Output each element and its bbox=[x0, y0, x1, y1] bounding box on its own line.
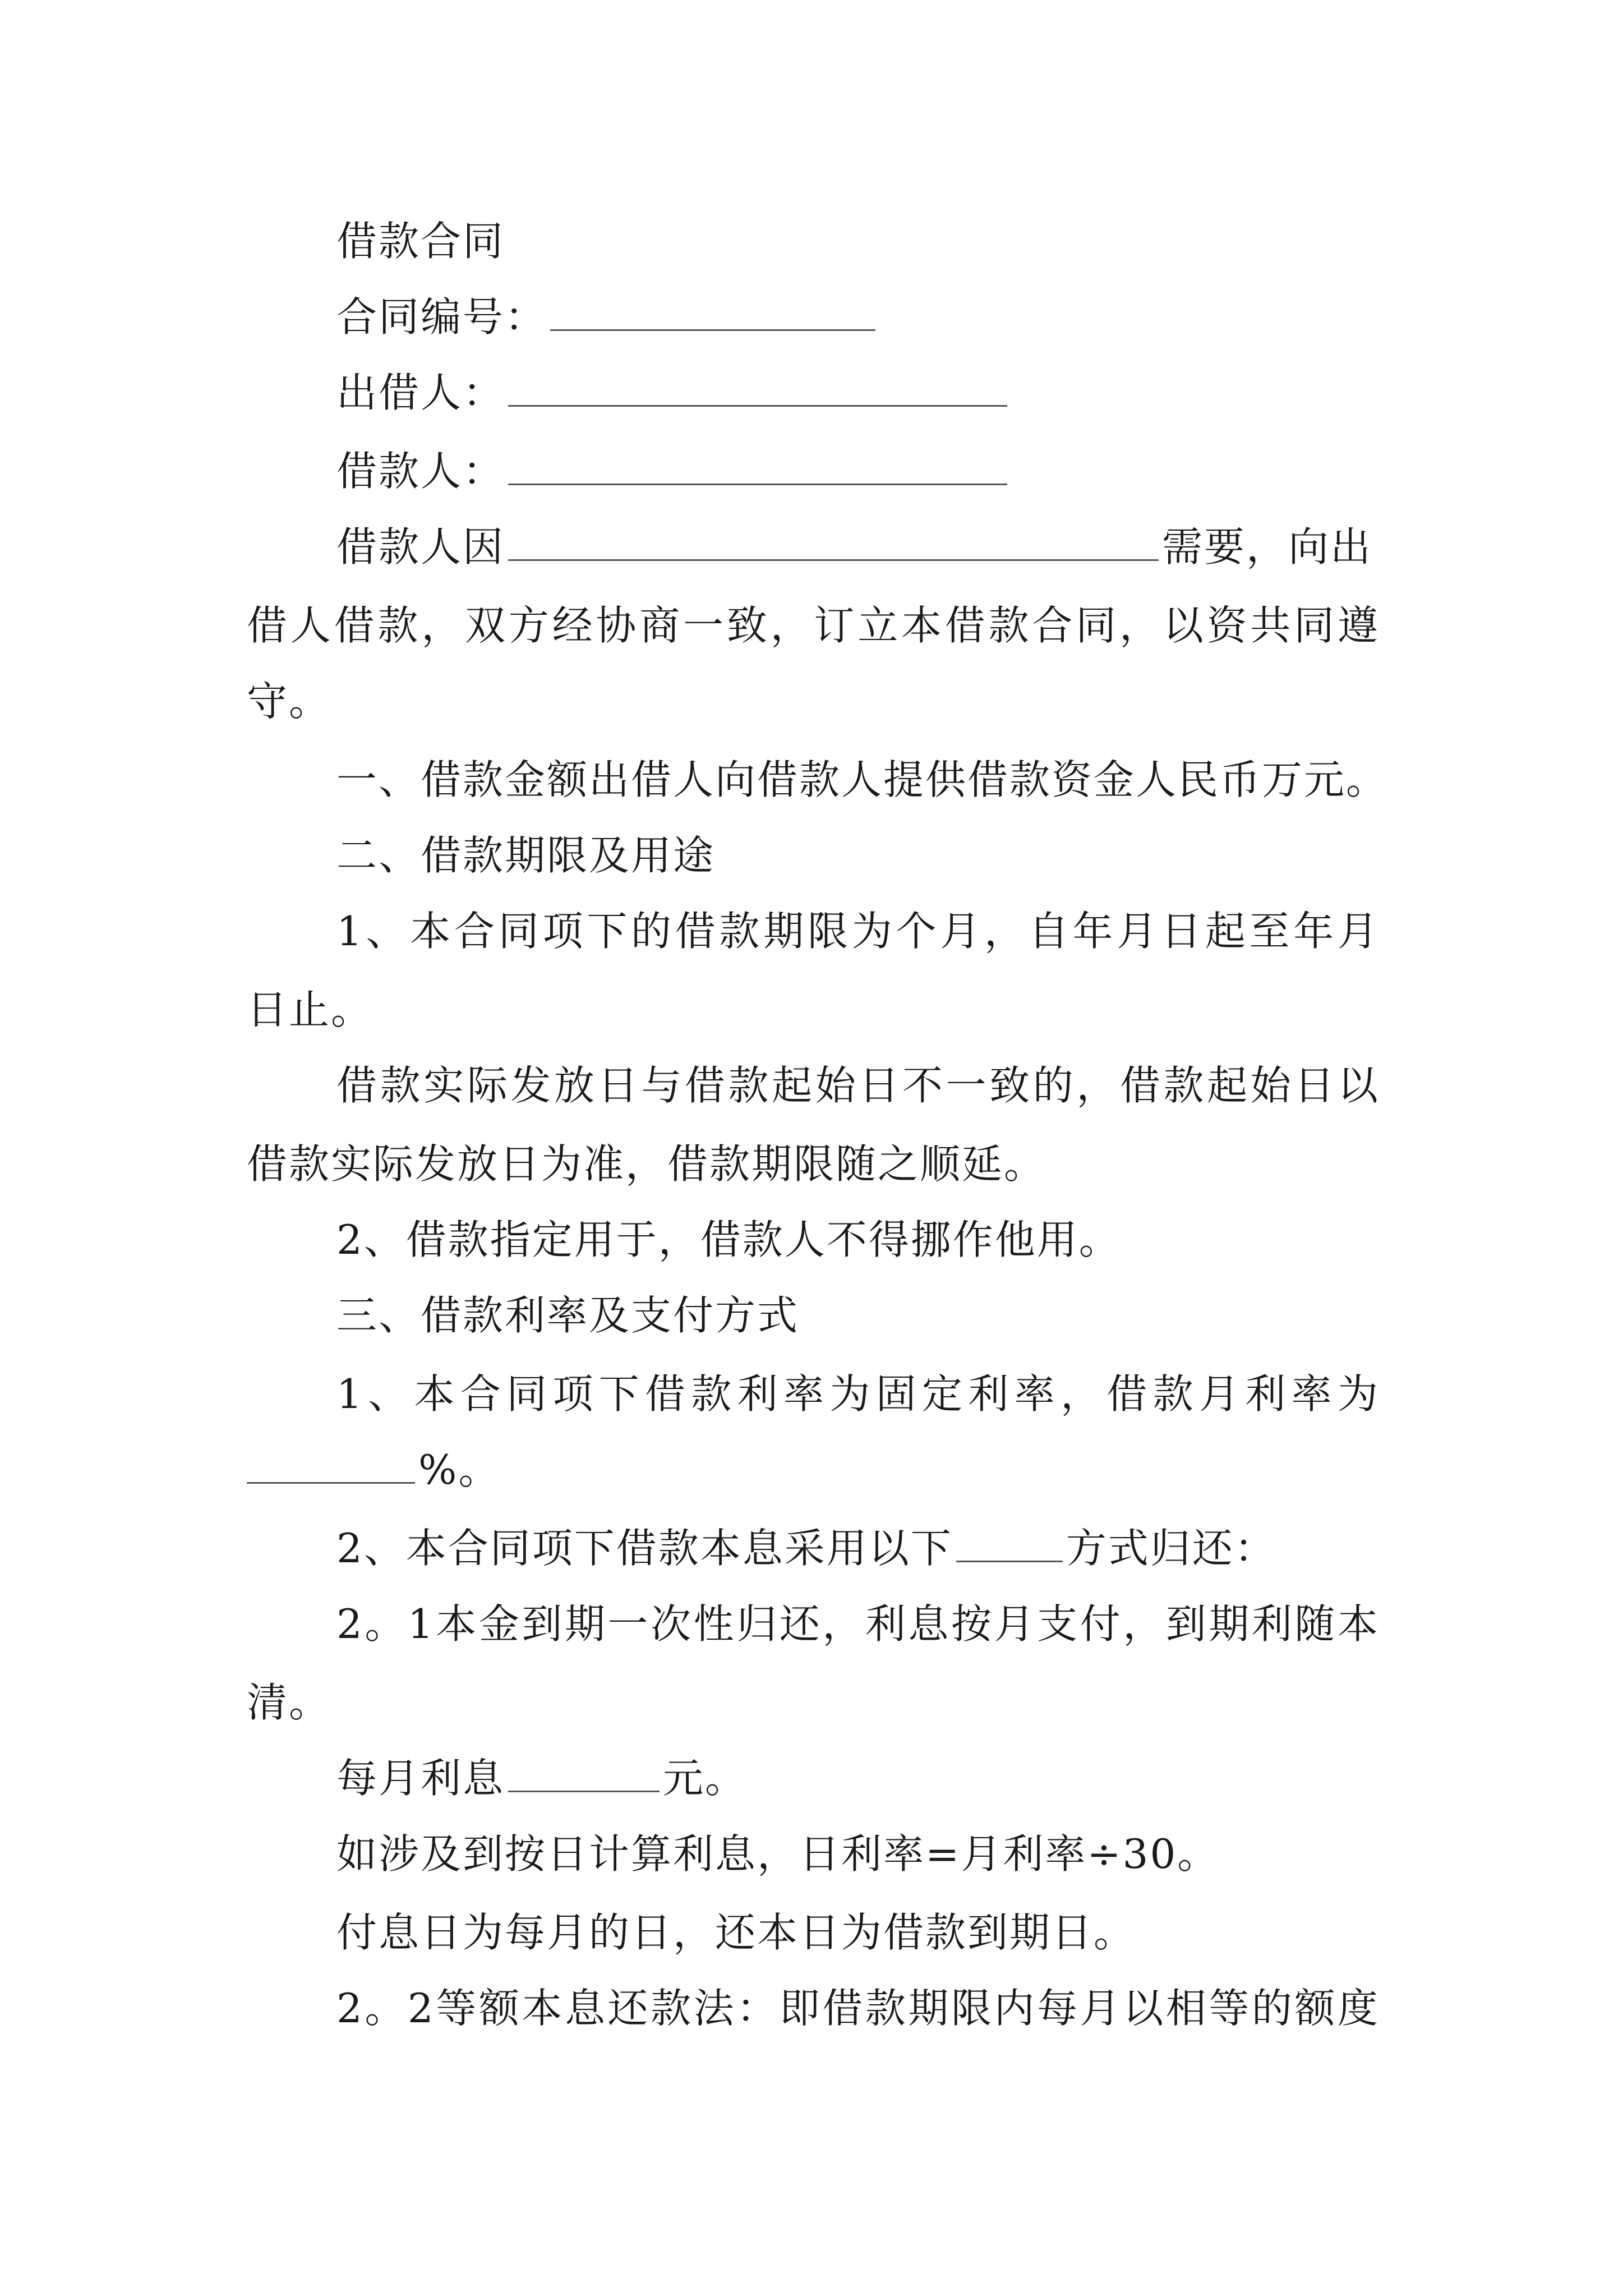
intro-line-2: 借人借款，双方经协商一致，订立本借款合同，以资共同遵 bbox=[247, 602, 1380, 649]
section-3-2-2-line-1: 2。2等额本息还款法：即借款期限内每月以相等的额度 bbox=[336, 1985, 1380, 2032]
monthly-rate-blank bbox=[247, 1443, 415, 1484]
intro-part-1: 借款人因 bbox=[336, 523, 505, 570]
section-2-2-usage: 2、借款指定用于，借款人不得挪作他用。 bbox=[336, 1216, 1121, 1263]
section-3-2-part-1: 2、本合同项下借款本息采用以下 bbox=[336, 1525, 953, 1572]
borrower-line bbox=[336, 443, 1011, 499]
section-2-note-line-2: 借款实际发放日为准，借款期限随之顺延。 bbox=[247, 1140, 1046, 1188]
monthly-interest-part-1: 每月利息 bbox=[336, 1755, 505, 1802]
section-3-2-1-line-1: 2。1本金到期一次性归还，利息按月支付，到期利随本 bbox=[336, 1600, 1380, 1648]
section-3-1-line-1: 1、本合同项下借款利率为固定利率，借款月利率为 bbox=[336, 1370, 1380, 1418]
daily-rate-line: 如涉及到按日计算利息，日利率=月利率÷30。 bbox=[336, 1830, 1220, 1878]
borrower-label: 借款人： bbox=[336, 448, 505, 495]
section-3-2-1-line-2: 清。 bbox=[247, 1679, 331, 1726]
intro-line-3: 守。 bbox=[247, 678, 331, 725]
section-3-2-part-2: 方式归还： bbox=[1066, 1525, 1276, 1572]
section-2-1-line-2: 日止。 bbox=[247, 986, 374, 1033]
monthly-interest-blank bbox=[508, 1751, 660, 1792]
monthly-interest-part-2: 元。 bbox=[663, 1755, 748, 1802]
lender-blank bbox=[508, 366, 1007, 407]
section-2-heading: 二、借款期限及用途 bbox=[336, 832, 716, 879]
section-2-note-line-1: 借款实际发放日与借款起始日不一致的，借款起始日以 bbox=[336, 1062, 1380, 1109]
monthly-interest-line bbox=[336, 1750, 747, 1806]
payment-day-line: 付息日为每月的日，还本日为借款到期日。 bbox=[336, 1909, 1136, 1956]
section-3-heading: 三、借款利率及支付方式 bbox=[336, 1292, 800, 1339]
borrower-blank bbox=[508, 444, 1007, 485]
contract-number-label: 合同编号： bbox=[336, 293, 547, 341]
repayment-method-blank bbox=[956, 1521, 1063, 1562]
section-3-1-line-2 bbox=[247, 1442, 500, 1498]
section-3-2-line bbox=[336, 1520, 1276, 1576]
purpose-blank bbox=[508, 520, 1159, 561]
lender-line bbox=[336, 365, 1011, 421]
percent-suffix: %。 bbox=[418, 1446, 501, 1493]
lender-label: 出借人： bbox=[336, 369, 505, 416]
contract-number-line bbox=[336, 289, 879, 345]
intro-line-1 bbox=[336, 519, 1372, 575]
contract-title: 借款合同 bbox=[336, 218, 505, 265]
section-2-1-line-1: 1、本合同项下的借款期限为个月，自年月日起至年月 bbox=[336, 908, 1380, 955]
intro-part-2: 需要，向出 bbox=[1162, 523, 1373, 570]
contract-number-blank bbox=[550, 290, 875, 331]
section-1-amount: 一、借款金额出借人向借款人提供借款资金人民币万元。 bbox=[336, 756, 1389, 803]
